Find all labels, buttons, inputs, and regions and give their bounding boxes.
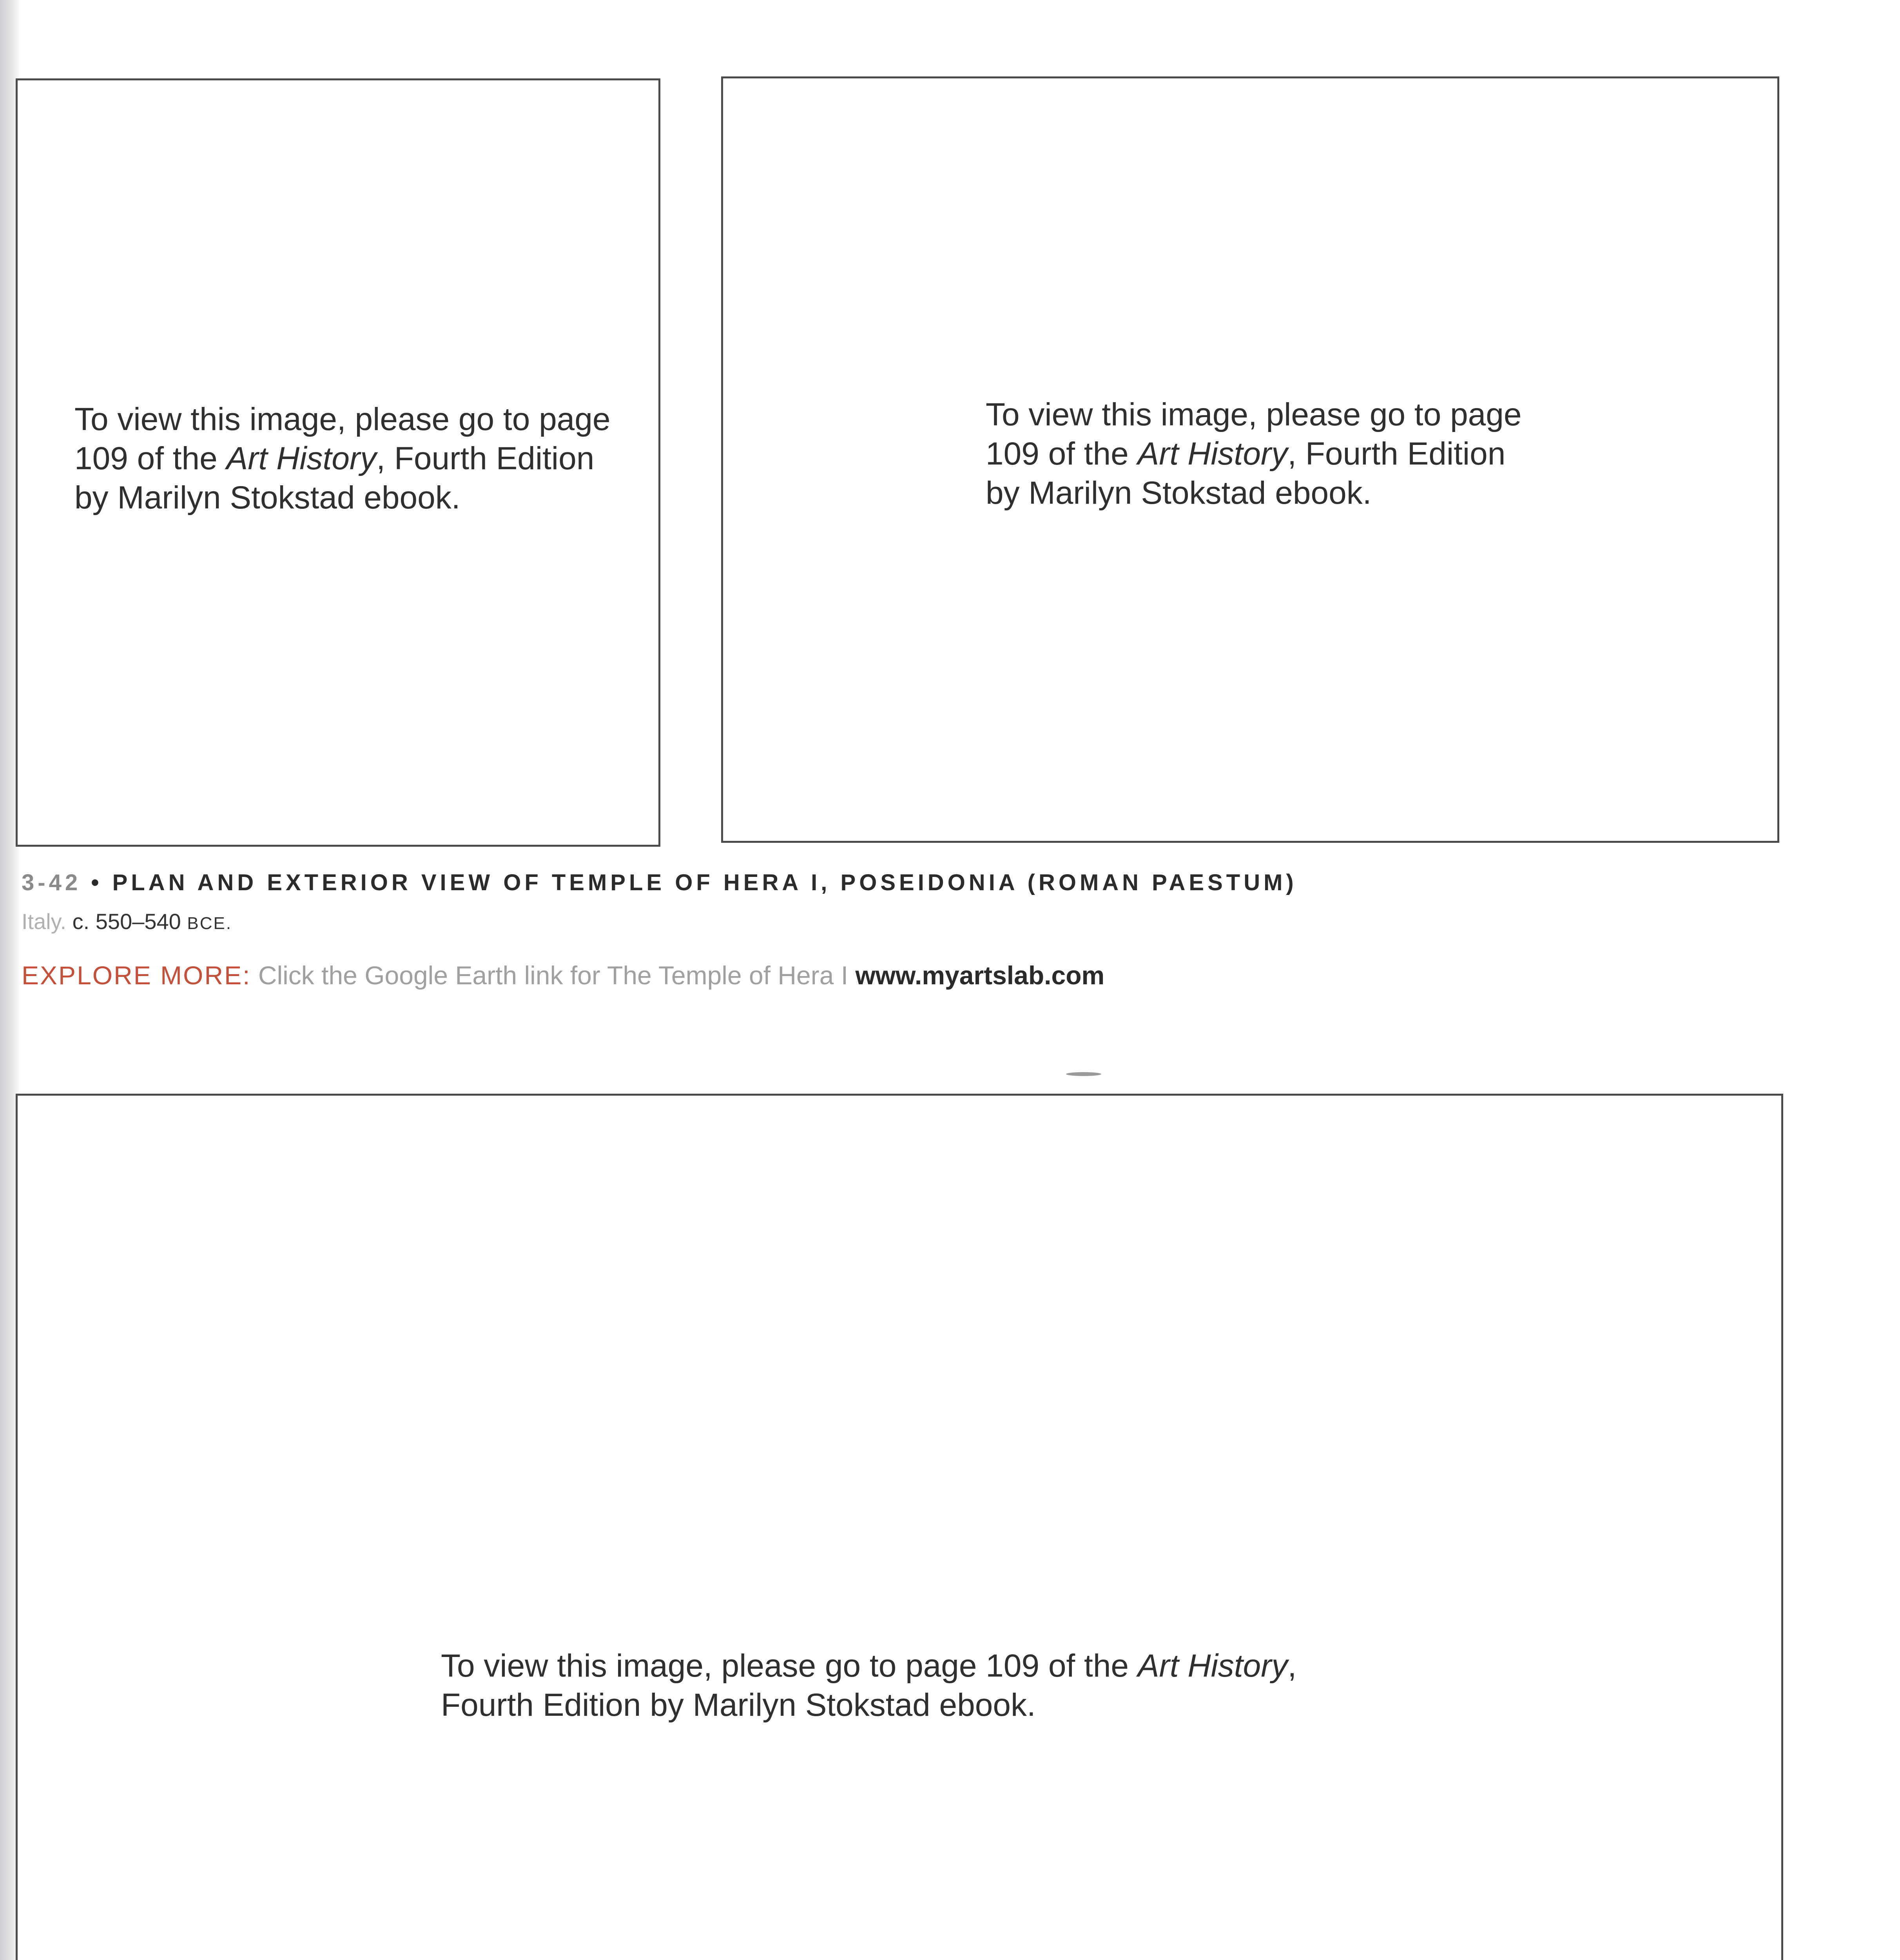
- figure-placeholder-plan: To view this image, please go to page 109 of the Art History, Fourth Edition by Marilyn Stokstad ebook.: [74, 401, 611, 515]
- explore-more-label: EXPLORE MORE:: [22, 961, 251, 990]
- figure-caption-detail-3-42: Italy. c. 550–540 BCE.: [22, 909, 232, 934]
- explore-more-link[interactable]: www.myartslab.com: [855, 961, 1105, 990]
- explore-more-line: [22, 960, 1104, 990]
- figure-caption-title-3-42: 3-42 • PLAN AND EXTERIOR VIEW OF TEMPLE OF HERA I, POSEIDONIA (ROMAN PAESTUM): [22, 870, 1297, 895]
- page-speck: [1066, 1072, 1101, 1076]
- figure-placeholder-aphaia: To view this image, please go to page 109 of the Art History, Fourth Edition by Marilyn Stokstad ebook.: [441, 1648, 1297, 1723]
- figure-image-box-aphaia: [16, 1094, 1783, 1960]
- figure-placeholder-exterior: To view this image, please go to page 109 of the Art History, Fourth Edition by Marilyn Stokstad ebook.: [986, 397, 1522, 511]
- explore-more-text: Click the Google Earth link for The Temple of Hera I: [258, 961, 848, 990]
